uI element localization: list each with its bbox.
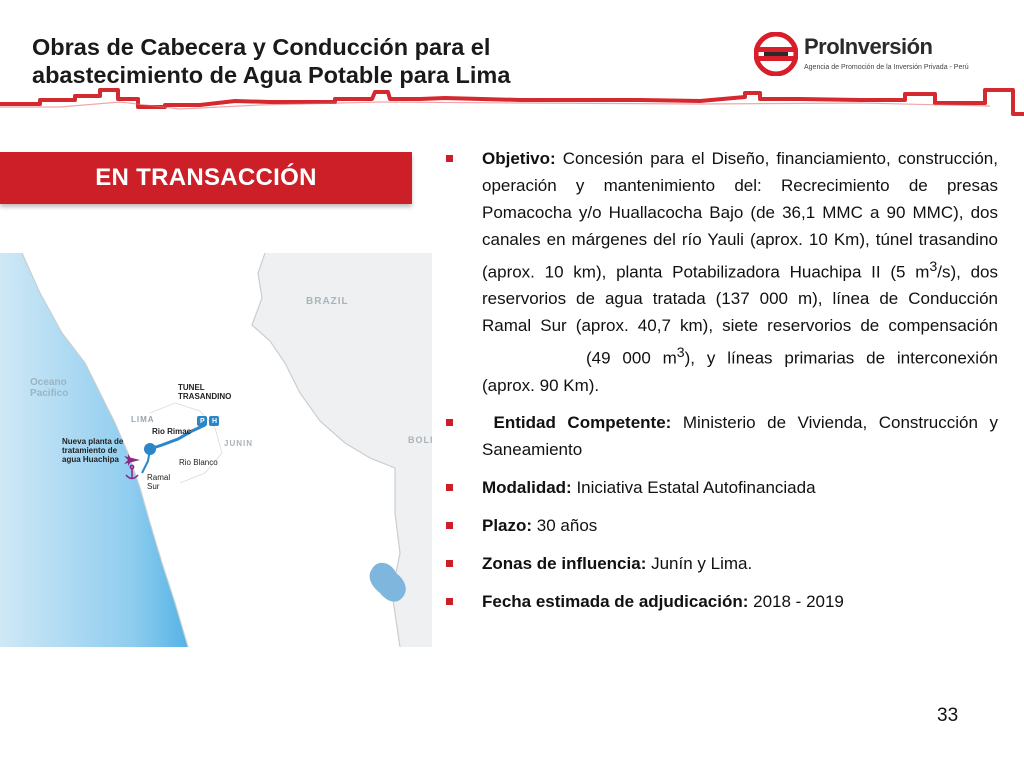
objetivo-text <box>482 146 998 399</box>
page-title-line-1: Obras de Cabecera y Conducción para el <box>32 34 491 60</box>
fecha-label: Fecha estimada de adjudicación: <box>482 592 749 611</box>
bullet-marker <box>446 484 453 491</box>
map-label-tunel: TUNEL TRASANDINO <box>178 383 232 401</box>
logo-name: ProInversión <box>804 34 933 59</box>
map-label-ramal-sur: Ramal Sur <box>147 473 171 491</box>
zonas-text <box>482 551 998 578</box>
map-label-planta: Nueva planta de tratamiento de agua Huachipa <box>62 437 124 464</box>
logo-tagline: Agencia de Promoción de la Inversión Privada - Perú <box>804 64 969 71</box>
map-label-junin: JUNIN <box>224 439 254 448</box>
map-label-brazil: BRAZIL <box>306 296 349 307</box>
objetivo-sup: 3 <box>929 258 938 275</box>
fecha-text <box>482 589 998 616</box>
objetivo-text-part: Concesión para el Diseño, financiamiento, construcción, operación y mantenimiento del: Recrecimiento de presas Pomacocha y/o Huallacocha Bajo (de 36,1 MMC a 90 MMC), dos canales en márgenes del río Yauli (aprox. 10 Km), túnel trasandino (aprox. 10 km), planta Potabilizadora Huachipa II (5 m <box>482 149 998 282</box>
list-item-fecha <box>444 589 998 616</box>
map-label-lima: LIMA <box>131 415 155 424</box>
map-label-ocean: Oceano Pacifico <box>30 377 69 399</box>
plazo-label: Plazo: <box>482 516 533 536</box>
map-label-rio-blanco: Rio Blanco <box>179 458 218 467</box>
objetivo-text-part: ), y líneas primarias de interconexión (aprox. 90 Km). <box>482 348 998 395</box>
modalidad-text <box>482 475 998 502</box>
bullet-marker <box>446 419 453 426</box>
proinversion-logo <box>754 32 969 78</box>
objetivo-sup: 3 <box>676 345 685 361</box>
bullet-marker <box>446 560 453 567</box>
bullet-marker <box>446 522 453 529</box>
plazo-text <box>482 513 998 540</box>
zonas-value: Junín y Lima. <box>646 554 753 574</box>
list-item-modalidad <box>444 475 998 502</box>
header-skyline-divider <box>0 80 1024 125</box>
objetivo-label: Objetivo: <box>482 149 556 168</box>
map-marker-p: P <box>200 418 205 425</box>
status-badge: EN TRANSACCIÓN <box>0 152 412 204</box>
list-item-plazo <box>444 513 998 540</box>
map-label-rio-rimac: Rio Rimac <box>152 427 192 436</box>
map-marker-h: H <box>212 418 218 425</box>
bullet-marker <box>446 598 453 605</box>
list-item-zonas <box>444 551 998 578</box>
page-number: 33 <box>937 705 959 726</box>
modalidad-label: Modalidad: <box>482 478 572 498</box>
modalidad-value: Iniciativa Estatal Autofinanciada <box>571 478 816 498</box>
list-item-objetivo <box>444 146 998 399</box>
project-map <box>0 253 432 647</box>
reservoir-marker <box>144 443 156 455</box>
map-label-bolivia: BOLI <box>408 435 434 445</box>
entidad-value: Ministerio de Vivienda, Construcción y Saneamiento <box>482 413 998 460</box>
zonas-label: Zonas de influencia: <box>482 554 647 574</box>
project-details-list <box>444 146 998 627</box>
entidad-text <box>482 410 998 464</box>
page-title-line-2: abastecimiento de Agua Potable para Lima <box>32 62 511 88</box>
bullet-marker <box>446 155 453 162</box>
plazo-value: 30 años <box>532 516 598 536</box>
entidad-label: Entidad Competente: <box>493 413 672 433</box>
objetivo-text-part: (49 000 m <box>586 348 677 368</box>
fecha-value: 2018 - 2019 <box>748 592 844 611</box>
list-item-entidad <box>444 410 998 464</box>
objetivo-text-part: /s), dos reservorios de agua tratada (137 000 m), línea de Conducción Ramal Sur (aprox. 40,7 km), siete reservorios de compensación <box>482 262 998 336</box>
proinversion-mark-icon <box>754 32 798 76</box>
